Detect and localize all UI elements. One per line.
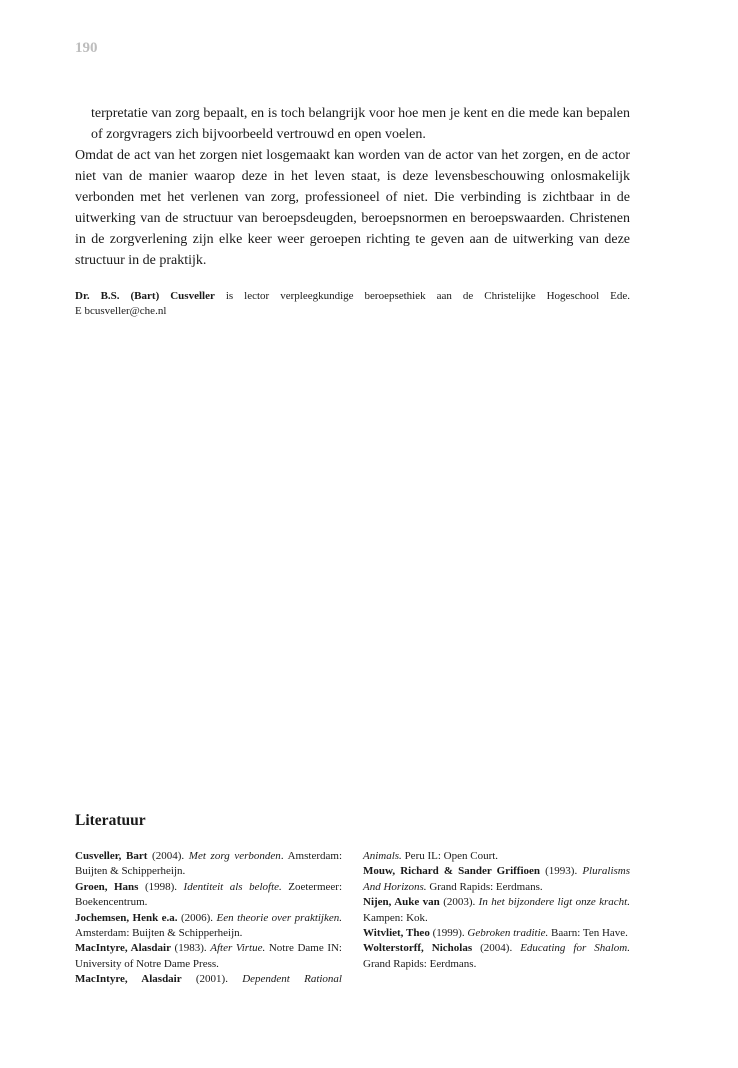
- reference-title: Pluralisms And Horizons.: [363, 865, 631, 893]
- author-description: is lector verpleegkundige beroepsethiek aan de Christelijke Hogeschool Ede.: [214, 290, 630, 302]
- reference-author: Groen, Hans: [75, 880, 139, 893]
- reference-publisher: . Amsterdam: Buijten & Schipperheijn.: [75, 850, 342, 878]
- reference-item: [75, 941, 342, 972]
- reference-title: After Virtue.: [210, 942, 266, 955]
- reference-author: Nijen, Auke van: [363, 896, 440, 909]
- reference-item: [363, 849, 630, 864]
- body-text: [75, 103, 630, 271]
- reference-author: MacIntyre, Alasdair: [75, 942, 171, 955]
- author-note-line: [75, 289, 630, 304]
- paragraph-continued: terpretatie van zorg bepaalt, en is toch belangrijk voor hoe men je kent en die mede kan bepalen of zorgvragers zich bijvoorbeeld vertrouwd en open voelen.: [91, 106, 630, 142]
- reference-publisher: Kampen: Kok.: [363, 911, 428, 924]
- reference-publisher: Grand Rapids: Eerdmans.: [426, 880, 543, 893]
- reference-title: Met zorg verbonden: [188, 850, 281, 862]
- reference-item: [363, 926, 630, 941]
- reference-title: Een theorie over praktijken.: [216, 911, 343, 924]
- author-note: [75, 289, 630, 319]
- reference-item: [75, 972, 342, 987]
- reference-publisher: Peru IL: Open Court.: [401, 850, 499, 862]
- references-column-right: [363, 849, 630, 972]
- reference-publisher: Baarn: Ten Have.: [548, 927, 628, 940]
- reference-item: [363, 941, 630, 972]
- reference-author: Mouw, Richard & Sander Griffioen: [363, 865, 541, 878]
- reference-year: (2006).: [177, 911, 217, 924]
- reference-year: (2003).: [439, 896, 479, 909]
- reference-publisher: Grand Rapids: Eerdmans.: [363, 957, 477, 970]
- reference-author: Wolterstorff, Nicholas: [363, 942, 473, 955]
- reference-year: (2004).: [147, 850, 189, 862]
- reference-title: Gebroken traditie.: [467, 927, 549, 940]
- author-email: E bcusveller@che.nl: [75, 305, 167, 317]
- reference-year: (1993).: [540, 865, 583, 878]
- reference-publisher: Notre Dame IN: University of Notre Dame Press.: [75, 942, 342, 970]
- reference-title: Educating for Shalom.: [520, 942, 630, 955]
- reference-publisher: Zoetermeer: Boekencentrum.: [75, 880, 343, 909]
- paragraph: Omdat de act van het zorgen niet losgemaakt kan worden van de actor van het zorgen, en de actor niet van de manier waarop deze in het leven staat, is deze levensbeschouwing onlosmakelijk verbonden met het verlenen van zorg, professioneel of niet. Die verbinding is zichtbaar in de uitwerking van de structuur van beroepsdeugden, beroepsnormen en beroepswaarden. Christenen in de zorgverlening zijn elke keer weer geroepen richting te geven aan de uitwerking van deze structuur in de praktijk.: [75, 148, 630, 268]
- reference-author: Jochemsen, Henk e.a.: [75, 911, 178, 924]
- reference-item: [75, 880, 342, 911]
- reference-author: Witvliet, Theo: [363, 927, 430, 940]
- reference-item: [75, 849, 342, 880]
- reference-year: (2004).: [472, 942, 521, 955]
- reference-author: Cusveller, Bart: [75, 850, 148, 862]
- reference-title: Dependent Rational: [242, 973, 342, 986]
- reference-item: [75, 911, 342, 942]
- reference-title: Animals.: [363, 850, 402, 862]
- reference-item: [363, 895, 630, 926]
- reference-item: [363, 864, 630, 895]
- author-name: Dr. B.S. (Bart) Cusveller: [75, 290, 215, 302]
- reference-year: (1998).: [138, 880, 184, 893]
- reference-author: MacIntyre, Alasdair: [75, 973, 182, 986]
- references-column-left: [75, 849, 342, 988]
- reference-year: (1999).: [429, 927, 468, 940]
- reference-year: (1983).: [170, 942, 211, 955]
- reference-year: (2001).: [181, 973, 243, 986]
- reference-publisher: Amsterdam: Buijten & Schipperheijn.: [75, 927, 243, 940]
- reference-title: Identiteit als belofte.: [183, 880, 282, 893]
- page-number: 190: [75, 40, 98, 56]
- literature-heading: Literatuur: [75, 812, 146, 829]
- reference-title: In het bijzondere ligt onze kracht.: [478, 896, 630, 909]
